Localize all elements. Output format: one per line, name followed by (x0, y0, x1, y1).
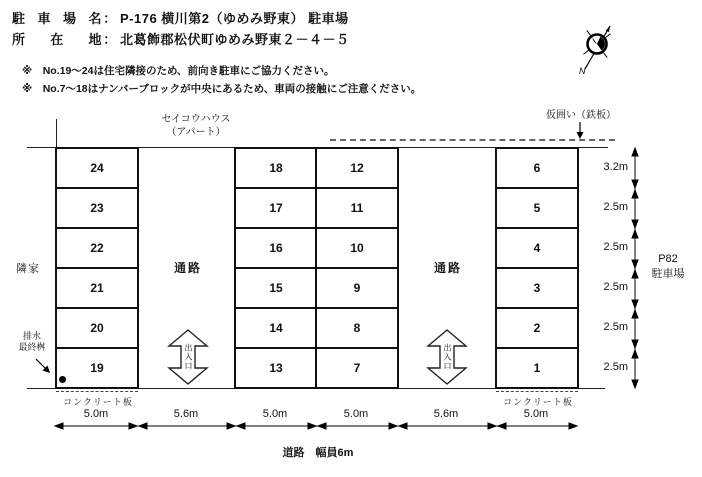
stall-number: 16 (269, 241, 283, 255)
parking-stall (317, 229, 397, 269)
stall-number: 6 (533, 161, 541, 175)
concrete-slab-label-right: コンクリート板 (503, 397, 573, 407)
height-dim-5: 2.5m (603, 321, 628, 333)
width-dim-6: 5.0m (523, 408, 549, 420)
stall-number: 9 (353, 281, 361, 295)
stall-number: 12 (350, 161, 364, 175)
building-label-line1: セイコウハウス (161, 114, 231, 125)
stall-number: 7 (353, 361, 361, 375)
parking-stall (236, 269, 316, 309)
stall-column-right (495, 147, 579, 389)
parking-stall (57, 189, 137, 229)
drain-dot (59, 376, 66, 383)
height-dim-4: 2.5m (603, 281, 628, 293)
parking-name-colon: ： (103, 11, 117, 26)
adjacent-lot-label (640, 252, 696, 282)
drain-arrow-icon (34, 357, 54, 377)
drain-label-line1: 排水 (22, 331, 41, 341)
note-1: ※ No.19～24は住宅隣接のため、前向き駐車にご協力ください。 (22, 65, 335, 77)
boundary-line-left (56, 119, 57, 148)
building-label (136, 113, 256, 139)
parking-stall (57, 269, 137, 309)
road-label: 道路 幅員6m (282, 447, 354, 459)
width-dim-2: 5.6m (173, 408, 199, 420)
aisle-label-left: 通路 (173, 261, 202, 275)
stall-number: 5 (533, 201, 541, 215)
building-label-line2: （アパート） (166, 127, 226, 138)
drain-label-line2: 最終桝 (18, 342, 46, 352)
parking-stall (57, 229, 137, 269)
stall-number: 21 (90, 281, 104, 295)
width-dim-4: 5.0m (343, 408, 369, 420)
parking-stall (317, 149, 397, 189)
parking-stall (236, 189, 316, 229)
fence-arrow-icon (574, 122, 586, 140)
entrance-arrow-right (423, 327, 471, 387)
parking-stall (497, 229, 577, 269)
stall-number: 17 (269, 201, 283, 215)
parking-stall (317, 349, 397, 387)
stall-number: 2 (533, 321, 541, 335)
width-dim-5: 5.6m (433, 408, 459, 420)
stall-number: 24 (90, 161, 104, 175)
temporary-fence-line (330, 139, 615, 141)
stall-number: 18 (269, 161, 283, 175)
parking-stall (317, 309, 397, 349)
stall-column-mid-right (315, 147, 399, 389)
note-2: ※ No.7～18はナンバーブロックが中央にあるため、車両の接触にご注意ください。 (22, 83, 422, 95)
entrance-arrow-left (164, 327, 212, 387)
height-dim-3: 2.5m (603, 241, 628, 253)
parking-stall (497, 309, 577, 349)
stall-number: 3 (533, 281, 541, 295)
stall-number: 14 (269, 321, 283, 335)
address-row (12, 29, 350, 48)
width-dim-3: 5.0m (262, 408, 288, 420)
compass-north-text: N (579, 66, 586, 76)
parking-stall (57, 349, 137, 387)
stall-column-mid-left (234, 147, 318, 389)
address-value: 北葛飾郡松伏町ゆめみ野東２－４－５ (120, 32, 350, 47)
stall-number: 4 (533, 241, 541, 255)
width-dimension-line (50, 420, 585, 432)
parking-stall (497, 349, 577, 387)
parking-name-value: P-176 横川第2（ゆめみ野東） 駐車場 (120, 11, 349, 26)
parking-stall (236, 229, 316, 269)
stall-number: 22 (90, 241, 104, 255)
height-dim-1: 3.2m (603, 161, 628, 173)
parking-stall (497, 189, 577, 229)
parking-stall (497, 269, 577, 309)
address-label: 所 在 地 (12, 32, 102, 47)
parking-stall (317, 269, 397, 309)
concrete-slab-line-left (56, 391, 138, 392)
compass-icon (578, 22, 620, 76)
stall-number: 13 (269, 361, 283, 375)
width-dim-1: 5.0m (83, 408, 109, 420)
aisle-label-right: 通路 (433, 261, 462, 275)
stall-number: 10 (350, 241, 364, 255)
stall-number: 15 (269, 281, 283, 295)
stall-number: 23 (90, 201, 104, 215)
stall-number: 20 (90, 321, 104, 335)
address-colon: ： (103, 32, 117, 47)
entrance-label: 出入口 (184, 343, 193, 371)
parking-stall (236, 349, 316, 387)
parking-stall (57, 149, 137, 189)
stall-number: 19 (90, 361, 104, 375)
adjacent-lot-line1: P82 (658, 253, 678, 265)
parking-stall (57, 309, 137, 349)
adjacent-lot-line2: 駐車場 (651, 268, 685, 280)
height-dim-6: 2.5m (603, 361, 628, 373)
stall-number: 1 (533, 361, 541, 375)
parking-name-row (12, 8, 349, 27)
drain-label (8, 331, 56, 353)
parking-name-label: 駐 車 場 名 (12, 11, 102, 26)
stall-number: 11 (350, 201, 364, 215)
stall-number: 8 (353, 321, 361, 335)
parking-stall (236, 309, 316, 349)
parking-stall (317, 189, 397, 229)
height-dim-2: 2.5m (603, 201, 628, 213)
concrete-slab-line-right (496, 391, 578, 392)
neighbor-house-label: 隣家 (16, 263, 40, 275)
entrance-label: 出入口 (443, 343, 452, 371)
fence-label: 仮囲い（鉄板） (546, 110, 616, 121)
stall-column-left (55, 147, 139, 389)
parking-stall (497, 149, 577, 189)
concrete-slab-label-left: コンクリート板 (63, 397, 133, 407)
parking-stall (236, 149, 316, 189)
